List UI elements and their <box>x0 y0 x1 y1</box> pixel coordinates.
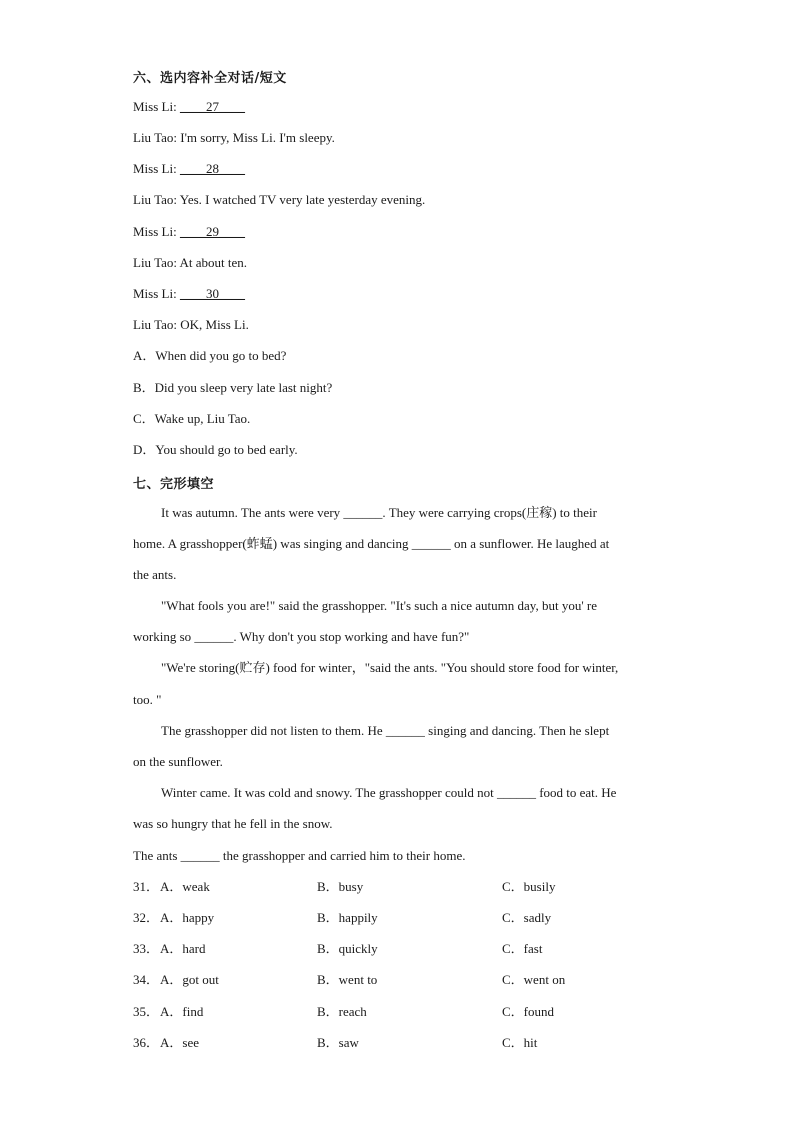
option-c[interactable]: C．went on <box>502 972 566 987</box>
dialogue-line <box>133 99 245 115</box>
option-b[interactable]: B．quickly <box>317 941 378 956</box>
dialogue-text: At about ten. <box>179 255 248 270</box>
question-number: 36． <box>133 1035 160 1050</box>
option-a[interactable]: A．happy <box>160 910 215 925</box>
dialogue-option-a: A．When did you go to bed? <box>133 348 287 363</box>
passage-line: was so hungry that he fell in the snow. <box>133 816 333 831</box>
passage-line: working so ______. Why don't you stop working and have fun?" <box>133 629 470 644</box>
question-row <box>133 1004 673 1020</box>
option-a[interactable]: A．weak <box>160 879 210 894</box>
option-b[interactable]: B．reach <box>317 1004 367 1019</box>
question-row <box>133 972 673 988</box>
question-number: 35． <box>133 1004 160 1019</box>
section-seven-title: 七、完形填空 <box>133 477 215 492</box>
passage-line: The grasshopper did not listen to them. He ______ singing and dancing. Then he slept <box>161 723 610 738</box>
dialogue-line <box>133 161 245 177</box>
dialogue-line <box>133 286 245 302</box>
option-c[interactable]: C．hit <box>502 1035 538 1050</box>
question-row <box>133 879 673 895</box>
speaker: Miss Li: <box>133 224 177 239</box>
dialogue-line <box>133 192 425 208</box>
speaker: Miss Li: <box>133 99 177 114</box>
speaker: Liu Tao: <box>133 130 177 145</box>
option-a[interactable]: A．hard <box>160 941 206 956</box>
question-number: 31． <box>133 879 160 894</box>
question-number: 32． <box>133 910 160 925</box>
speaker: Miss Li: <box>133 161 177 176</box>
question-row <box>133 910 673 926</box>
option-c[interactable]: C．busily <box>502 879 556 894</box>
answer-blank-28[interactable]: ____28____ <box>179 161 245 176</box>
dialogue-line <box>133 130 335 146</box>
passage-line: Winter came. It was cold and snowy. The grasshopper could not ______ food to eat. He <box>161 785 617 800</box>
section-six-title: 六、选内容补全对话/短文 <box>133 71 287 86</box>
dialogue-text: OK, Miss Li. <box>180 317 249 332</box>
dialogue-text: Yes. I watched TV very late yesterday evening. <box>179 192 426 207</box>
passage-line: on the sunflower. <box>133 754 223 769</box>
question-number: 34． <box>133 972 160 987</box>
question-row <box>133 941 673 957</box>
option-a[interactable]: A．find <box>160 1004 204 1019</box>
passage-line: "What fools you are!" said the grasshopper. "It's such a nice autumn day, but you' re <box>161 598 598 613</box>
passage-line: too. " <box>133 692 162 707</box>
speaker: Liu Tao: <box>133 317 177 332</box>
question-row <box>133 1035 673 1051</box>
option-c[interactable]: C．found <box>502 1004 555 1019</box>
answer-blank-29[interactable]: ____29____ <box>179 224 245 239</box>
passage-line: the ants. <box>133 567 177 582</box>
passage-line: home. A grasshopper(蚱蜢) was singing and dancing ______ on a sunflower. He laughed at <box>133 536 610 551</box>
option-a[interactable]: A．see <box>160 1035 199 1050</box>
dialogue-option-d: D．You should go to bed early. <box>133 442 298 457</box>
option-a[interactable]: A．got out <box>160 972 219 987</box>
dialogue-line <box>133 224 245 240</box>
dialogue-line <box>133 317 249 333</box>
passage-line: "We're storing(贮存) food for winter，"said the ants. "You should store food for winter, <box>161 660 619 675</box>
option-c[interactable]: C．fast <box>502 941 543 956</box>
option-b[interactable]: B．went to <box>317 972 378 987</box>
dialogue-text: I'm sorry, Miss Li. I'm sleepy. <box>180 130 335 145</box>
option-b[interactable]: B．happily <box>317 910 378 925</box>
passage-line: The ants ______ the grasshopper and carried him to their home. <box>133 848 466 863</box>
dialogue-option-c: C．Wake up, Liu Tao. <box>133 411 251 426</box>
option-b[interactable]: B．busy <box>317 879 364 894</box>
option-c[interactable]: C．sadly <box>502 910 552 925</box>
question-number: 33． <box>133 941 160 956</box>
option-b[interactable]: B．saw <box>317 1035 359 1050</box>
speaker: Liu Tao: <box>133 255 177 270</box>
passage-line: It was autumn. The ants were very ______. They were carrying crops(庄稼) to their <box>161 505 597 520</box>
answer-blank-30[interactable]: ____30____ <box>179 286 245 301</box>
speaker: Miss Li: <box>133 286 177 301</box>
speaker: Liu Tao: <box>133 192 177 207</box>
dialogue-line <box>133 255 247 271</box>
dialogue-option-b: B．Did you sleep very late last night? <box>133 380 333 395</box>
answer-blank-27[interactable]: ____27____ <box>179 99 245 114</box>
